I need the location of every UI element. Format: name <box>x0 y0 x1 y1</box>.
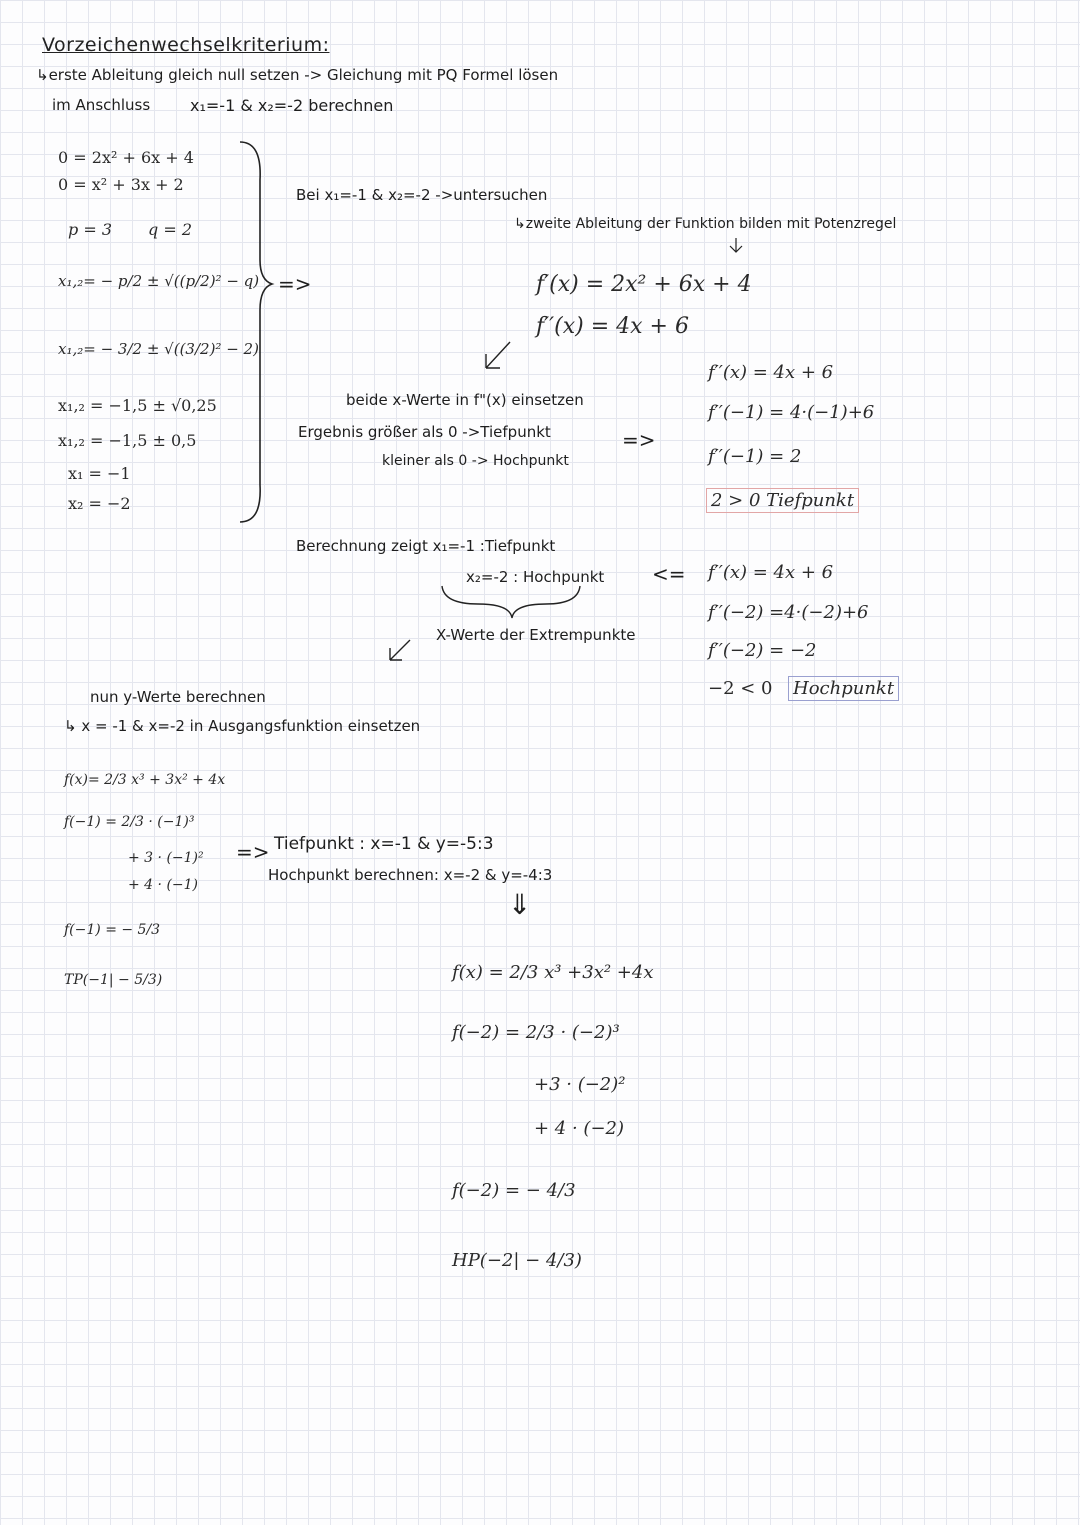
arrow-down-left-1 <box>486 342 510 368</box>
yvalues-line-1: nun y-Werte berechnen <box>90 688 266 706</box>
result-line-1: Berechnung zeigt x₁=-1 :Tiefpunkt <box>296 537 556 555</box>
hp-check-line-1: f′′(x) = 4x + 6 <box>708 562 834 583</box>
down-double-arrow: ⇓ <box>508 888 532 921</box>
pq-formula: x₁,₂= − p/2 ± √((p/2)² − q) <box>58 272 260 290</box>
tp-calc-a: f(−1) = 2/3 · (−1)³ <box>64 814 195 830</box>
hp-point: HP(−2| − 4/3) <box>452 1250 582 1271</box>
tp-calc-b: + 3 · (−1)² <box>128 850 204 866</box>
result-caption: X-Werte der Extrempunkte <box>436 626 636 644</box>
intro-line-2-prefix: im Anschluss <box>52 96 151 114</box>
intro-line-2-values: x₁=-1 & x₂=-2 berechnen <box>190 96 394 115</box>
result-line-2: x₂=-2 : Hochpunkt <box>466 568 605 586</box>
tp-check-conclusion: 2 > 0 Tiefpunkt <box>706 488 859 513</box>
x2-result: x₂ = −2 <box>68 494 131 513</box>
hp-check-line-2: f′′(−2) =4·(−2)+6 <box>708 602 869 623</box>
pq-substituted: x₁,₂= − 3/2 ± √((3/2)² − 2) <box>58 340 259 358</box>
tp-function: f(x)= 2/3 x³ + 3x² + 4x <box>64 772 226 788</box>
hp-check-inequality: −2 < 0 <box>708 678 773 699</box>
hp-calc-c: + 4 · (−2) <box>534 1118 624 1139</box>
hp-check-line-3: f′′(−2) = −2 <box>708 640 817 661</box>
small-down-arrow <box>730 238 742 252</box>
examine-line-1: Bei x₁=-1 & x₂=-2 ->untersuchen <box>296 186 548 204</box>
q-value: q = 2 <box>148 220 192 239</box>
insert-note-1: beide x-Werte in f"(x) einsetzen <box>346 391 584 409</box>
hp-check-conclusion: Hochpunkt <box>788 676 899 701</box>
x1-result: x₁ = −1 <box>68 464 131 483</box>
hp-calc-b: +3 · (−2)² <box>534 1074 626 1095</box>
hp-calc-a: f(−2) = 2/3 · (−2)³ <box>452 1022 620 1043</box>
pq-step-1: x₁,₂ = −1,5 ± √0,25 <box>58 396 217 415</box>
equation-1: 0 = 2x² + 6x + 4 <box>58 148 194 167</box>
examine-line-2: ↳zweite Ableitung der Funktion bilden mit Potenzregel <box>514 216 897 232</box>
insert-note-3: kleiner als 0 -> Hochpunkt <box>382 453 569 469</box>
tp-check-line-2: f′′(−1) = 4·(−1)+6 <box>708 402 875 423</box>
yvalues-line-2: ↳ x = -1 & x=-2 in Ausgangsfunktion einsetzen <box>64 717 421 735</box>
implies-arrow-1: => <box>278 272 312 296</box>
p-value: p = 3 <box>68 220 112 239</box>
pq-step-2: x₁,₂ = −1,5 ± 0,5 <box>58 431 197 450</box>
hp-calc-result: f(−2) = − 4/3 <box>452 1180 576 1201</box>
left-arrow: <= <box>652 562 686 586</box>
tp-calc-result: f(−1) = − 5/3 <box>64 922 161 938</box>
intro-line-1: ↳erste Ableitung gleich null setzen -> Gleichung mit PQ Formel lösen <box>36 66 559 84</box>
equation-2: 0 = x² + 3x + 2 <box>58 175 184 194</box>
second-derivative: f′′(x) = 4x + 6 <box>536 314 689 339</box>
tp-check-line-3: f′′(−1) = 2 <box>708 446 802 467</box>
implies-arrow-2: => <box>622 428 656 452</box>
page-title: Vorzeichenwechselkriterium: <box>42 34 330 56</box>
implies-arrow-3: => <box>236 840 270 864</box>
summary-hochpunkt: Hochpunkt berechnen: x=-2 & y=-4:3 <box>268 866 553 884</box>
result-brace <box>442 586 580 618</box>
tp-check-line-1: f′′(x) = 4x + 6 <box>708 362 834 383</box>
insert-note-2: Ergebnis größer als 0 ->Tiefpunkt <box>298 423 551 441</box>
hp-function: f(x) = 2/3 x³ +3x² +4x <box>452 962 654 983</box>
tp-point: TP(−1| − 5/3) <box>64 972 163 988</box>
first-derivative: f′(x) = 2x² + 6x + 4 <box>536 272 752 297</box>
tp-calc-c: + 4 · (−1) <box>128 877 198 893</box>
summary-tiefpunkt: Tiefpunkt : x=-1 & y=-5:3 <box>274 834 494 854</box>
arrow-down-left-2 <box>390 640 410 660</box>
curly-brace <box>240 142 272 522</box>
